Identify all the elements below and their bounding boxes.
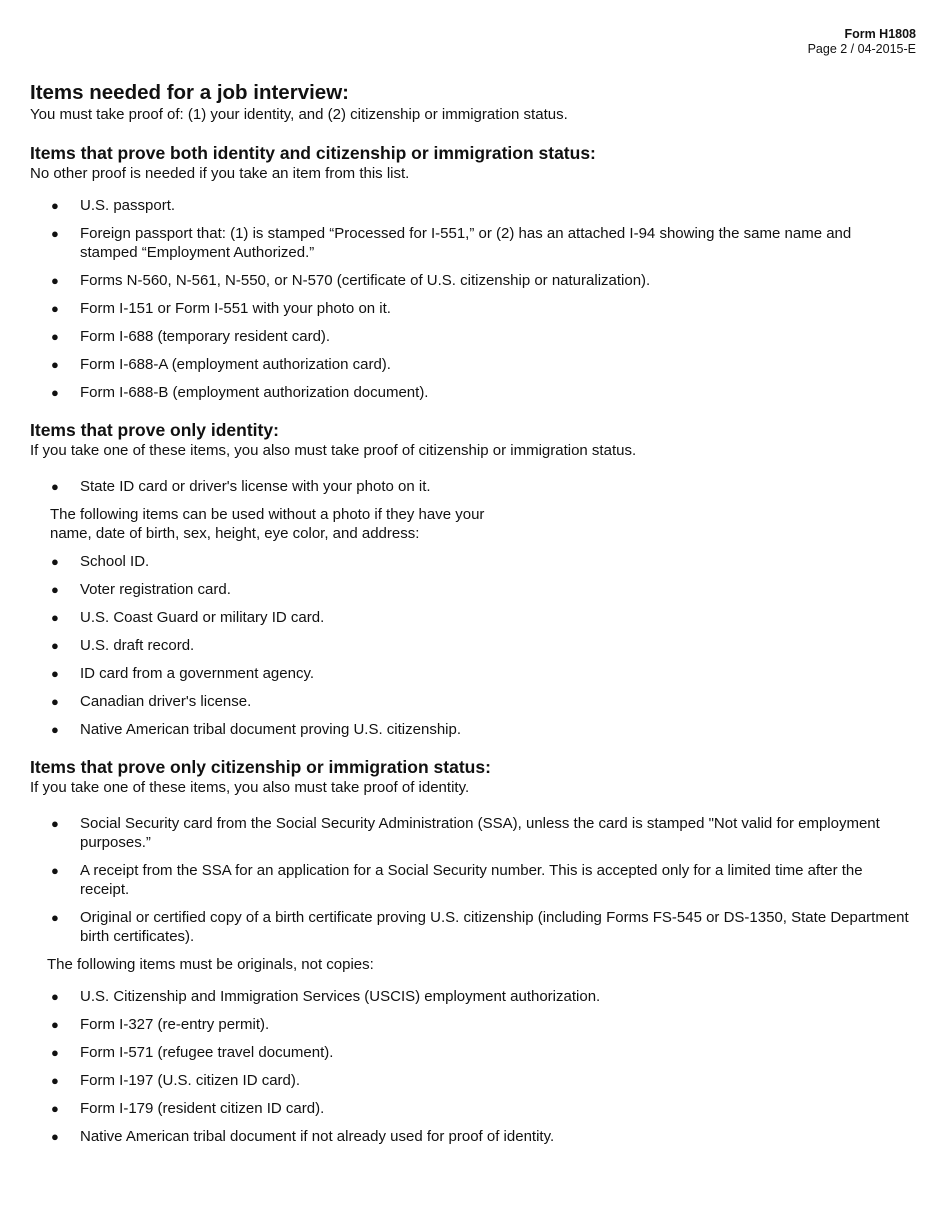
list-item: ● Form I-151 or Form I-551 with your photo on it.	[51, 300, 391, 317]
bullet-icon: ●	[51, 816, 59, 831]
list-item: ● Foreign passport that: (1) is stamped “Processed for I-551,” or (2) has an attached I-94 showing the same name and stamped “Employment Authorized.”	[51, 225, 852, 261]
identity-text: If you take one of these items, you also must take proof of citizenship or immigration status.	[30, 442, 637, 459]
form-id: Form H1808	[844, 27, 916, 41]
list-item: ● Form I-179 (resident citizen ID card).	[51, 1100, 325, 1117]
bullet-icon: ●	[51, 301, 59, 316]
bullet-icon: ●	[51, 863, 59, 878]
list-item: ● School ID.	[51, 553, 150, 570]
bullet-icon: ●	[51, 226, 59, 241]
bullet-icon: ●	[51, 910, 59, 925]
list-item: ● Native American tribal document if not already used for proof of identity.	[51, 1128, 555, 1145]
document-content	[30, 81, 910, 1155]
both-list	[30, 196, 910, 402]
both-text: No other proof is needed if you take an item from this list.	[30, 165, 410, 182]
both-heading: Items that prove both identity and citizenship or immigration status:	[30, 143, 596, 163]
list-item: ● U.S. passport.	[51, 197, 176, 214]
bullet-icon: ●	[51, 329, 59, 344]
bullet-icon: ●	[51, 989, 59, 1004]
list-item: ● Native American tribal document proving U.S. citizenship.	[51, 721, 462, 738]
list-item: ● Social Security card from the Social Security Administration (SSA), unless the card is stamped "Not valid for employment purposes.”	[51, 815, 880, 851]
bullet-icon: ●	[51, 385, 59, 400]
identity-note: The following items can be used without a photo if they have your name, date of birth, sex, height, eye color, and address:	[50, 506, 485, 542]
bullet-icon: ●	[51, 1017, 59, 1032]
list-item: ● Voter registration card.	[51, 581, 231, 598]
form-header	[808, 27, 916, 57]
page-info: Page 2 / 04-2015-E	[807, 42, 916, 56]
list-item: ● U.S. Citizenship and Immigration Services (USCIS) employment authorization.	[51, 988, 601, 1005]
bullet-icon: ●	[51, 357, 59, 372]
bullet-icon: ●	[51, 638, 59, 653]
bullet-icon: ●	[51, 273, 59, 288]
bullet-icon: ●	[51, 198, 59, 213]
list-item: ● U.S. draft record.	[51, 637, 195, 654]
list-item: ● State ID card or driver's license with your photo on it.	[51, 478, 431, 495]
citizenship-text: If you take one of these items, you also must take proof of identity.	[30, 779, 470, 796]
list-item: ● Original or certified copy of a birth certificate proving U.S. citizenship (including Forms FS-545 or DS-1350, State Department birth certificates).	[51, 909, 909, 945]
citizenship-note: The following items must be originals, not copies:	[47, 956, 374, 973]
list-item: ● Form I-688-A (employment authorization card).	[51, 356, 391, 373]
bullet-icon: ●	[51, 1073, 59, 1088]
bullet-icon: ●	[51, 1129, 59, 1144]
list-item: ● ID card from a government agency.	[51, 665, 314, 682]
citizenship-heading: Items that prove only citizenship or immigration status:	[30, 757, 491, 777]
list-item: ● Form I-688 (temporary resident card).	[51, 328, 331, 345]
list-item: ● Canadian driver's license.	[51, 693, 252, 710]
list-item: ● Forms N-560, N-561, N-550, or N-570 (certificate of U.S. citizenship or naturalization).	[51, 272, 651, 289]
both-section	[30, 143, 910, 402]
list-item: ● Form I-571 (refugee travel document).	[51, 1044, 334, 1061]
intro-text: You must take proof of: (1) your identity, and (2) citizenship or immigration status.	[30, 106, 568, 123]
bullet-icon: ●	[51, 666, 59, 681]
page-title: Items needed for a job interview:	[30, 81, 349, 104]
bullet-icon: ●	[51, 554, 59, 569]
identity-heading: Items that prove only identity:	[30, 420, 279, 440]
citizenship-first-list	[30, 814, 910, 946]
list-item: ● Form I-327 (re-entry permit).	[51, 1016, 270, 1033]
bullet-icon: ●	[51, 694, 59, 709]
list-item: ● Form I-197 (U.S. citizen ID card).	[51, 1072, 301, 1089]
bullet-icon: ●	[51, 1101, 59, 1116]
bullet-icon: ●	[51, 582, 59, 597]
list-item: ● U.S. Coast Guard or military ID card.	[51, 609, 325, 626]
bullet-icon: ●	[51, 610, 59, 625]
bullet-icon: ●	[51, 479, 59, 494]
bullet-icon: ●	[51, 722, 59, 737]
identity-first-list	[30, 477, 910, 496]
citizenship-section	[30, 757, 910, 1146]
list-item: ● A receipt from the SSA for an application for a Social Security number. This is accepted only for a limited time after the receipt.	[51, 862, 863, 898]
identity-list	[30, 552, 910, 739]
list-item: ● Form I-688-B (employment authorization document).	[51, 384, 429, 401]
intro-section	[30, 81, 910, 124]
identity-section	[30, 420, 910, 739]
bullet-icon: ●	[51, 1045, 59, 1060]
citizenship-list	[30, 987, 910, 1146]
